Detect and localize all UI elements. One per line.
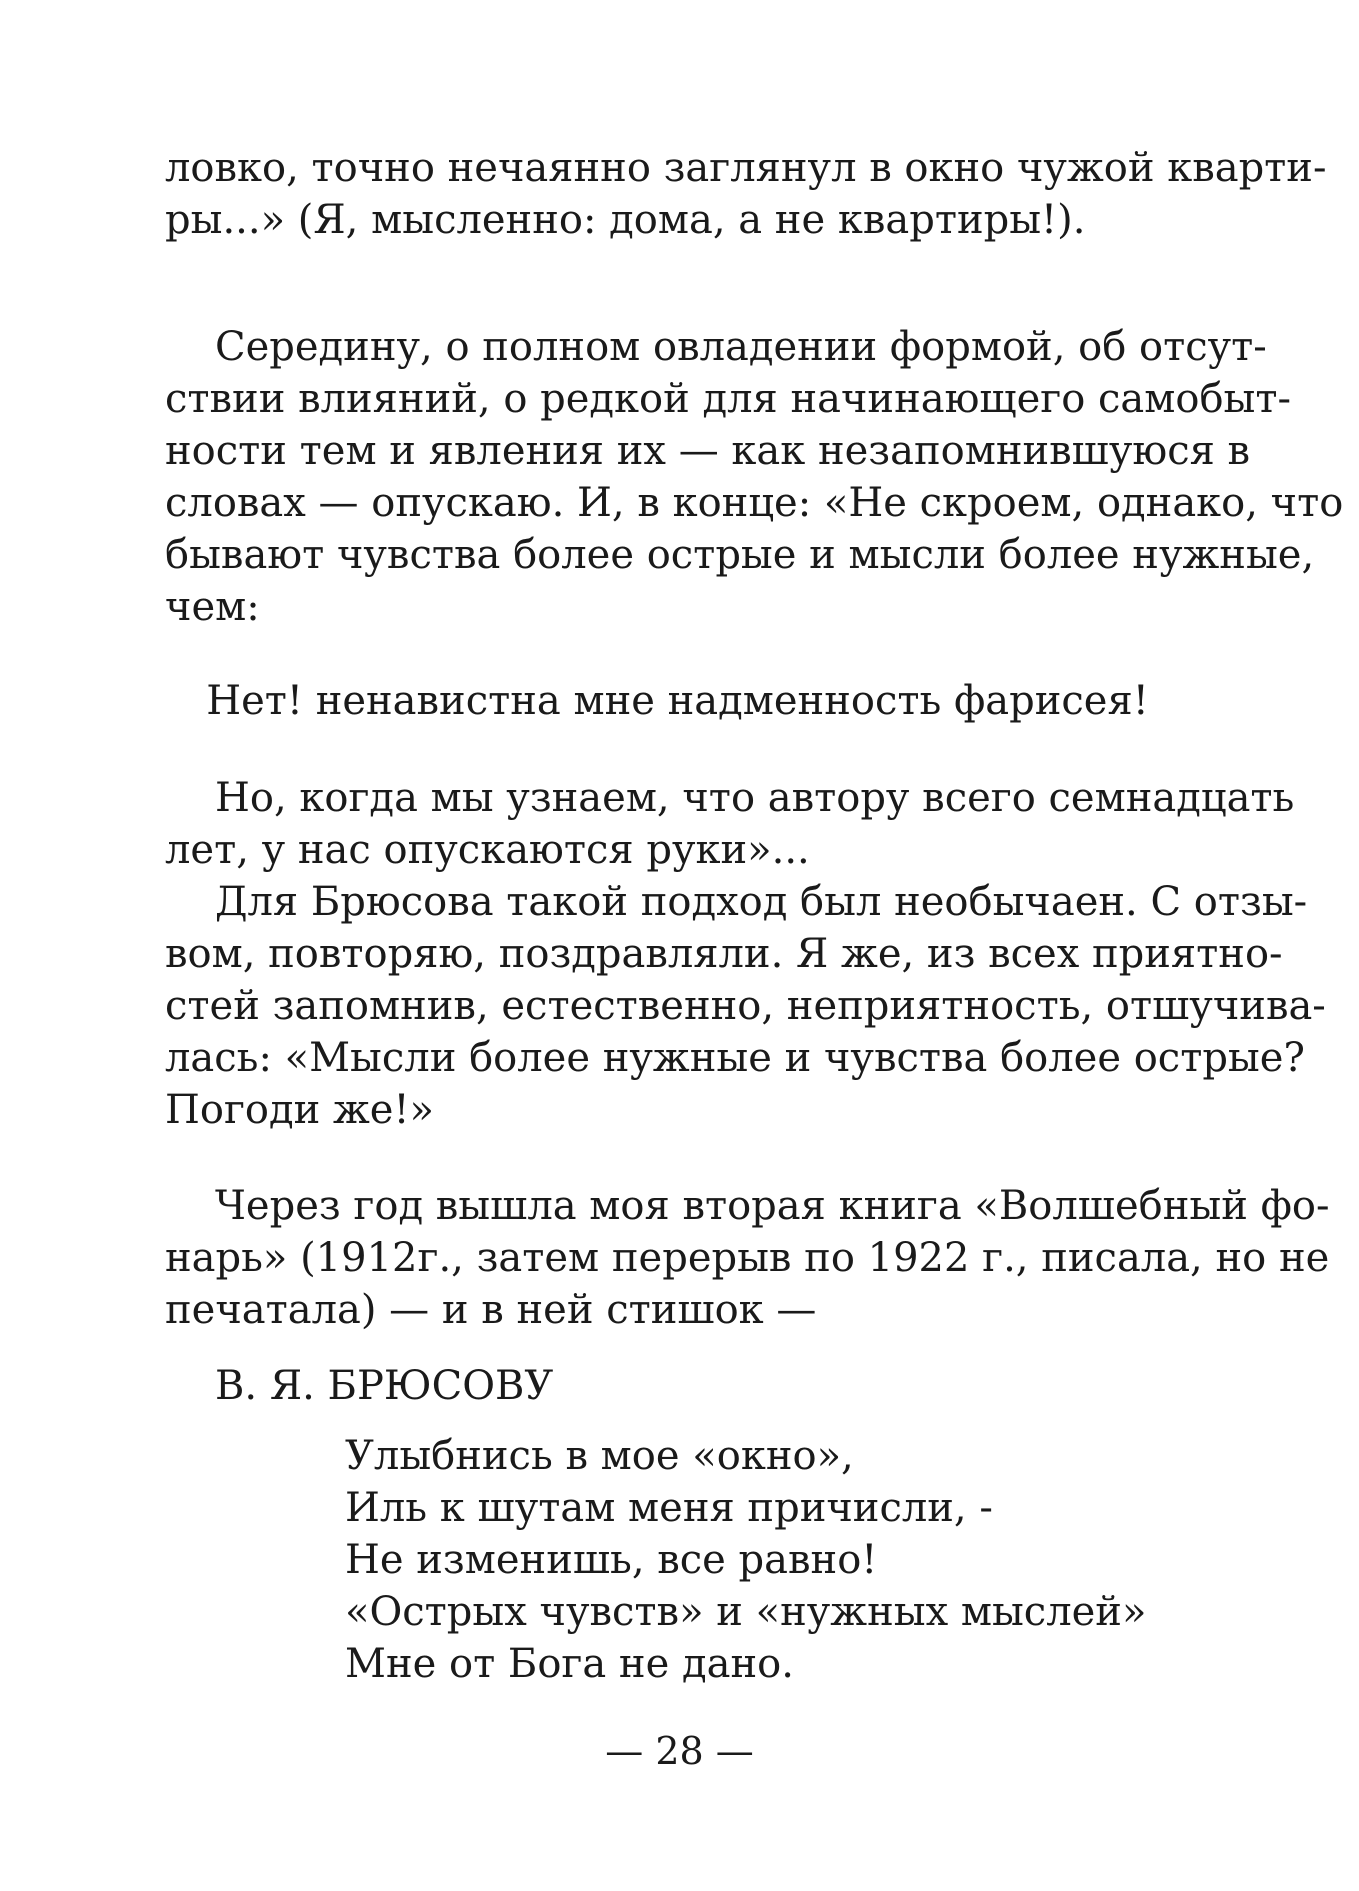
quoted-verse-line: Нет! ненавистна мне надменность фарисея! (206, 678, 1149, 724)
poem-line: Иль к шутам меня причисли, - (345, 1485, 993, 1531)
text-line: печатала) — и в ней стишок — (165, 1287, 817, 1333)
text-line: Но, когда мы узнаем, что автору всего семнадцать (215, 775, 1295, 821)
text-line: Через год вышла моя вторая книга «Волшебный фо- (215, 1183, 1330, 1229)
text-line: Середину, о полном овладении формой, об отсут- (215, 324, 1267, 370)
text-line: лась: «Мысли более нужные и чувства более острые? (165, 1035, 1305, 1081)
poem-line: Мне от Бога не дано. (345, 1641, 794, 1687)
text-line: ности тем и явления их — как незапомнившуюся в (165, 428, 1251, 474)
text-line: ловко, точно нечаянно заглянул в окно чужой кварти- (165, 145, 1327, 191)
poem-line: «Острых чувств» и «нужных мыслей» (345, 1589, 1147, 1635)
page-number: — 28 — (605, 1729, 754, 1773)
text-line: Для Брюсова такой подход был необычаен. С отзы- (215, 879, 1308, 925)
text-line: лет, у нас опускаются руки»... (165, 827, 810, 873)
poem-line: Не изменишь, все равно! (345, 1537, 878, 1583)
text-line: вом, повторяю, поздравляли. Я же, из всех приятно- (165, 931, 1283, 977)
text-line: стей запомнив, естественно, неприятность, отшучива- (165, 983, 1326, 1029)
text-line: словах — опускаю. И, в конце: «Не скроем, однако, что (165, 480, 1344, 526)
text-line: ры...» (Я, мысленно: дома, а не квартиры!). (165, 197, 1086, 243)
text-line: ствии влияний, о редкой для начинающего самобыт- (165, 376, 1292, 422)
poem-title: В. Я. БРЮСОВУ (215, 1363, 554, 1409)
text-line: Погоди же!» (165, 1087, 435, 1133)
text-line: чем: (165, 584, 260, 630)
poem-line: Улыбнись в мое «окно», (345, 1433, 854, 1479)
text-line: нарь» (1912г., затем перерыв по 1922 г., писала, но не (165, 1235, 1330, 1281)
text-line: бывают чувства более острые и мысли более нужные, (165, 532, 1315, 578)
